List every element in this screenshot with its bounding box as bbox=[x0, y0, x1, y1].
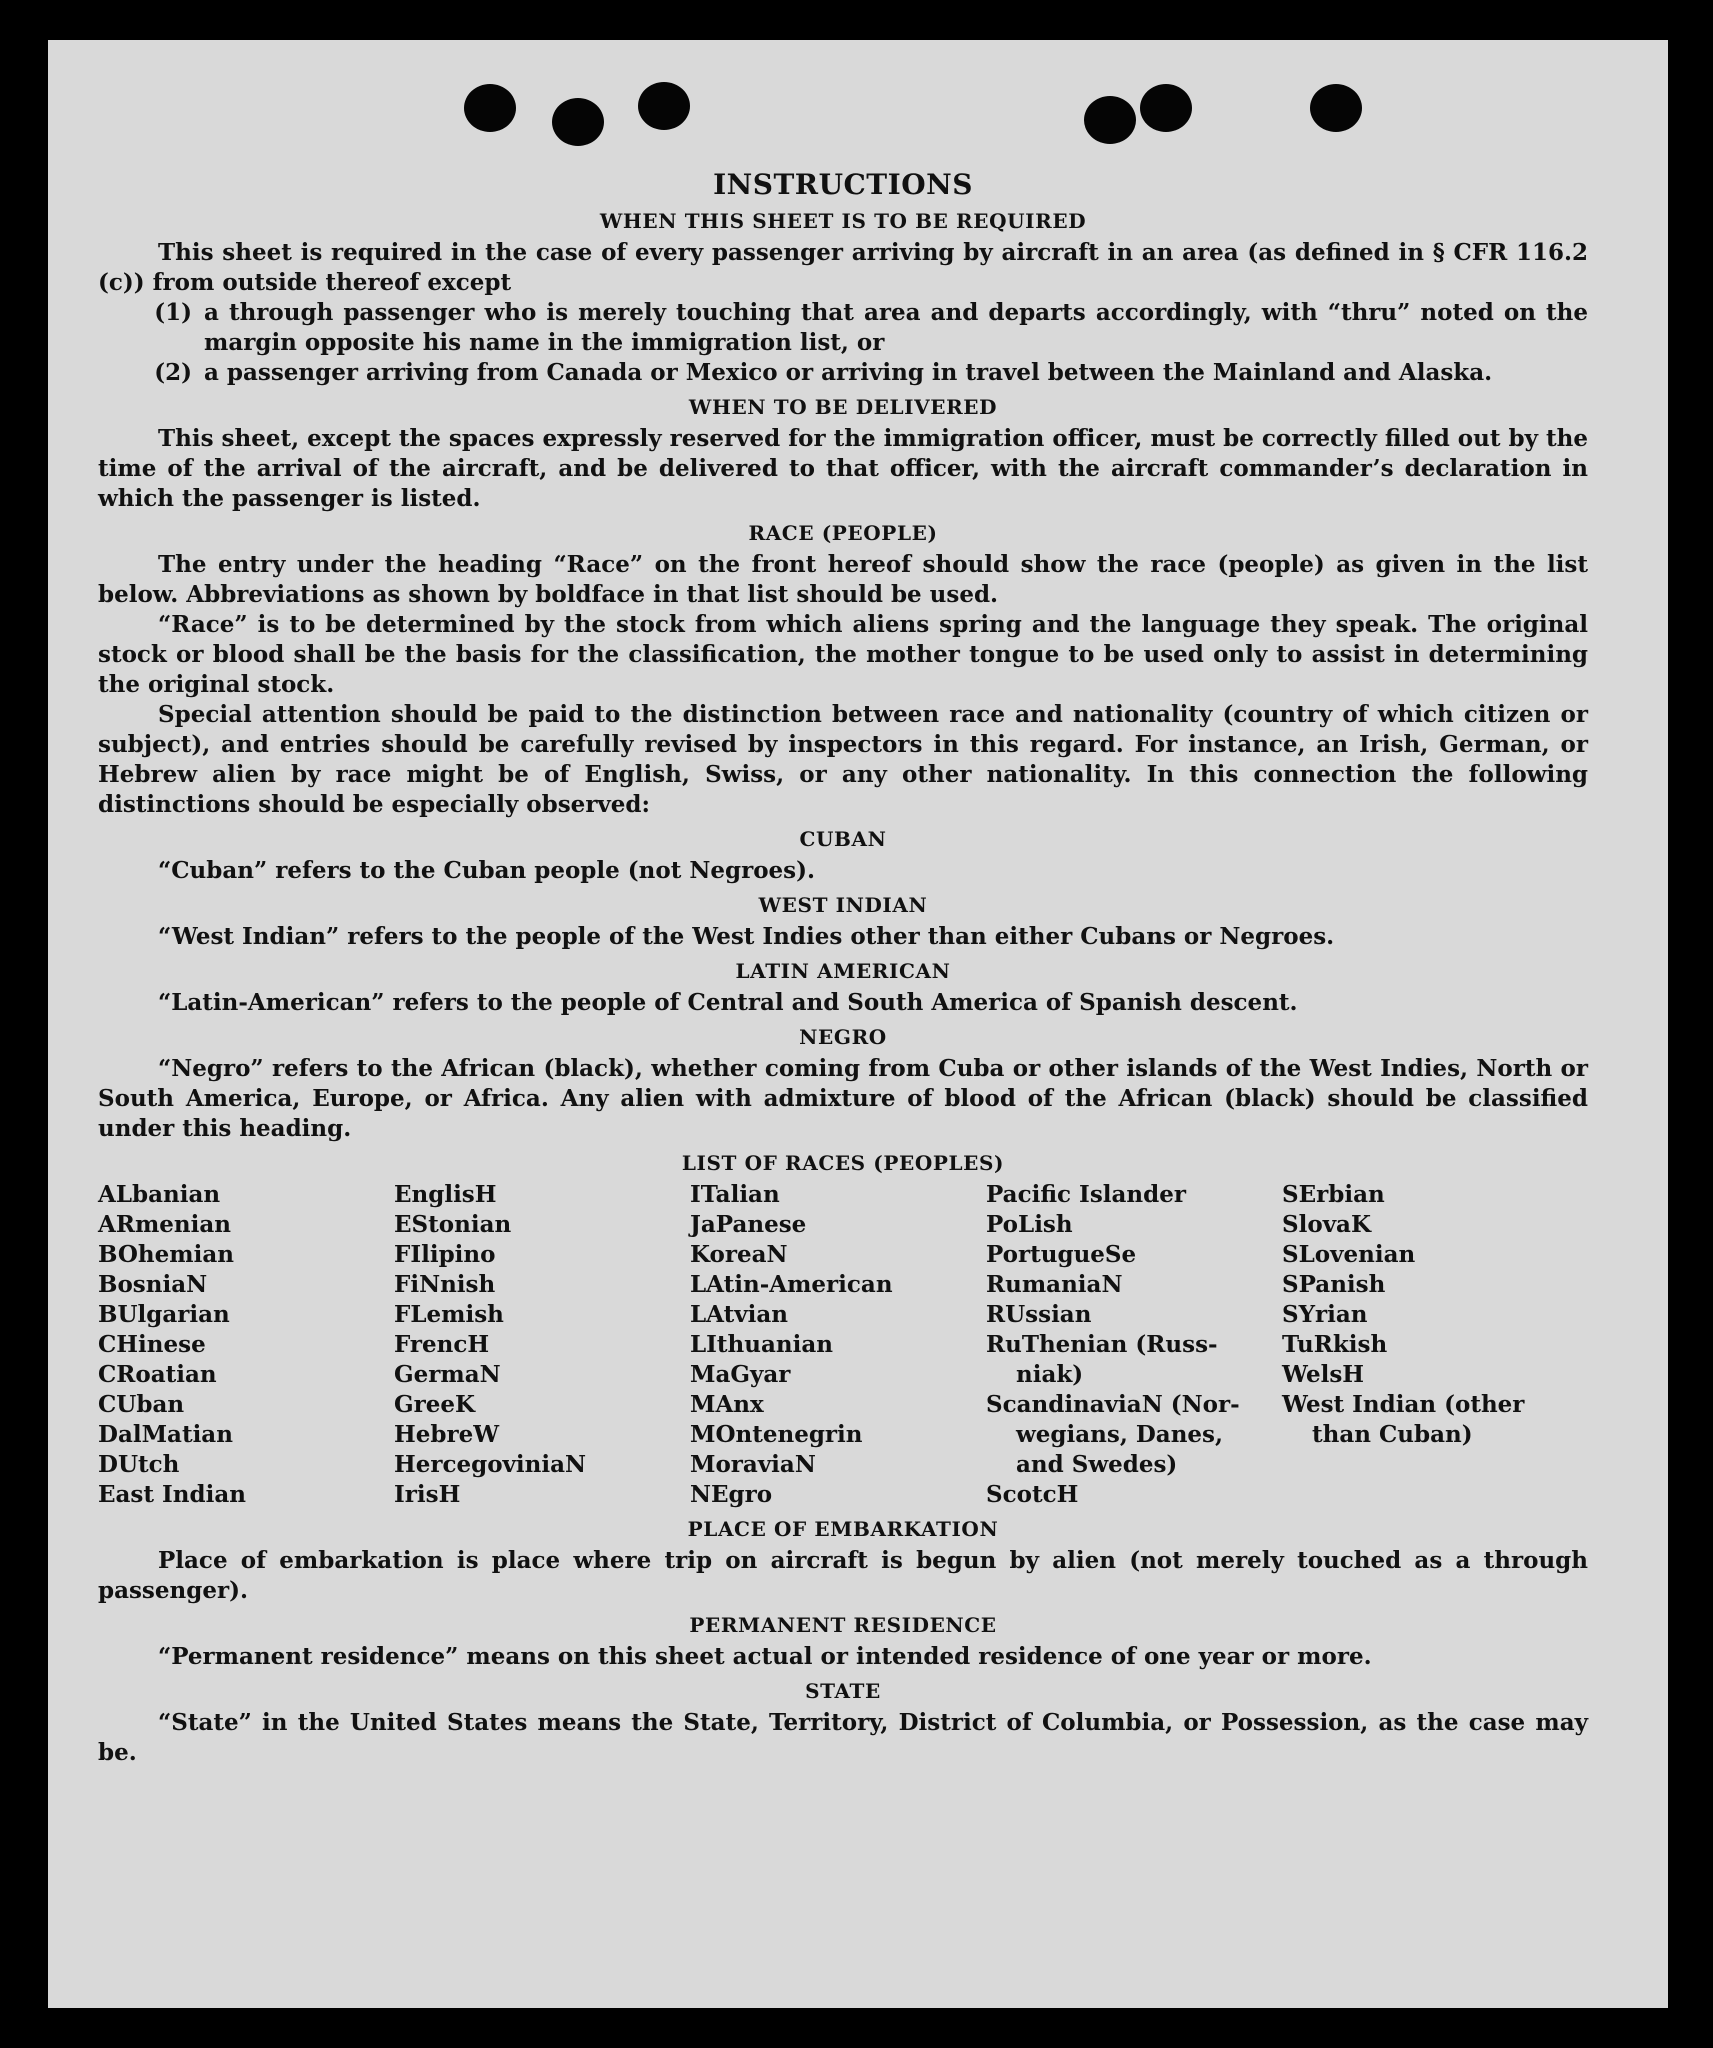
race-entry: CHinese bbox=[98, 1331, 206, 1358]
exception-text: a passenger arriving from Canada or Mexico or arriving in travel between the Mainland and Alaska. bbox=[204, 359, 1493, 386]
race-entry: TuRkish bbox=[1282, 1331, 1388, 1358]
race-entry: NEgro bbox=[690, 1481, 773, 1508]
race-entry-continuation: niak) bbox=[1016, 1361, 1084, 1388]
race-entry: HebreW bbox=[394, 1421, 500, 1448]
exception-number: (1) bbox=[154, 299, 192, 326]
page-title: INSTRUCTIONS bbox=[713, 168, 973, 201]
race-entry: DUtch bbox=[98, 1451, 180, 1478]
race-entry: ALbanian bbox=[98, 1181, 221, 1208]
embarkation-text: Place of embarkation is place where trip on aircraft is begun by alien (not merely touched as a through passenger). bbox=[98, 1547, 1588, 1604]
punch-hole bbox=[1140, 84, 1192, 132]
race-entry: FrencH bbox=[394, 1331, 490, 1358]
race-entry: ARmenian bbox=[98, 1211, 232, 1238]
race-entry: FIlipino bbox=[394, 1241, 496, 1268]
race-entry: SlovaK bbox=[1282, 1211, 1371, 1238]
race-entry: JaPanese bbox=[690, 1211, 807, 1238]
punch-hole bbox=[1310, 84, 1362, 132]
races-column bbox=[394, 1180, 690, 1510]
race-entry: ScandinaviaN (Nor- bbox=[986, 1391, 1240, 1418]
races-list bbox=[98, 1180, 1588, 1510]
races-column bbox=[690, 1180, 986, 1510]
west-indian-text: “West Indian” refers to the people of the West Indies other than either Cubans or Negroes. bbox=[158, 923, 1335, 950]
race-entry: LAtin-American bbox=[690, 1271, 893, 1298]
race-entry: RUssian bbox=[986, 1301, 1092, 1328]
race-entry: GreeK bbox=[394, 1391, 476, 1418]
race-entry: EnglisH bbox=[394, 1181, 497, 1208]
race-paragraph-2: “Race” is to be determined by the stock from which aliens spring and the language they speak. The original stock or blood shall be the basis for the classification, the mother tongue to be used only to assist in determining the original stock. bbox=[98, 611, 1588, 698]
heading-race: RACE (PEOPLE) bbox=[748, 521, 938, 545]
required-intro: This sheet is required in the case of every passenger arriving by aircraft in an area (as defined in § CFR 116.2 (c)) from outside thereof except bbox=[98, 239, 1588, 296]
race-entry: GermaN bbox=[394, 1361, 501, 1388]
race-entry: SYrian bbox=[1282, 1301, 1368, 1328]
race-entry-continuation: wegians, Danes, bbox=[1016, 1421, 1223, 1448]
race-entry: PoLish bbox=[986, 1211, 1073, 1238]
race-entry: FiNnish bbox=[394, 1271, 496, 1298]
negro-text: “Negro” refers to the African (black), whether coming from Cuba or other islands of the West Indies, North or South America, Europe, or Africa. Any alien with admixture of blood of the African (black) should be classified under this heading. bbox=[98, 1055, 1588, 1142]
race-entry: HercegoviniaN bbox=[394, 1451, 587, 1478]
heading-latin-american: LATIN AMERICAN bbox=[735, 959, 951, 983]
race-entry: LIthuanian bbox=[690, 1331, 833, 1358]
instructions-content bbox=[98, 168, 1588, 1768]
heading-state: STATE bbox=[805, 1679, 881, 1703]
race-entry-continuation: and Swedes) bbox=[1016, 1451, 1178, 1478]
race-entry: SErbian bbox=[1282, 1181, 1385, 1208]
exception-text: a through passenger who is merely touching that area and departs accordingly, with “thru” noted on the margin opposite his name in the immigration list, or bbox=[204, 299, 1588, 356]
race-entry: East Indian bbox=[98, 1481, 246, 1508]
race-entry: MAnx bbox=[690, 1391, 764, 1418]
heading-when-delivered: WHEN TO BE DELIVERED bbox=[688, 395, 998, 419]
punch-hole bbox=[552, 98, 604, 146]
heading-cuban: CUBAN bbox=[799, 827, 887, 851]
heading-permanent-residence: PERMANENT RESIDENCE bbox=[689, 1613, 997, 1637]
heading-negro: NEGRO bbox=[799, 1025, 887, 1049]
race-entry: DalMatian bbox=[98, 1421, 233, 1448]
race-entry: SPanish bbox=[1282, 1271, 1386, 1298]
race-entry: CRoatian bbox=[98, 1361, 217, 1388]
race-entry: KoreaN bbox=[690, 1241, 788, 1268]
punch-hole bbox=[1084, 96, 1136, 144]
races-column bbox=[1282, 1180, 1582, 1510]
race-entry: ITalian bbox=[690, 1181, 780, 1208]
heading-list-of-races: LIST OF RACES (PEOPLES) bbox=[681, 1151, 1005, 1175]
race-entry: EStonian bbox=[394, 1211, 512, 1238]
race-entry: BosniaN bbox=[98, 1271, 208, 1298]
state-text: “State” in the United States means the State, Territory, District of Columbia, or Possession, as the case may be. bbox=[98, 1709, 1588, 1766]
race-entry: PortugueSe bbox=[986, 1241, 1137, 1268]
race-entry: LAtvian bbox=[690, 1301, 788, 1328]
race-entry: WelsH bbox=[1282, 1361, 1365, 1388]
punch-hole bbox=[638, 82, 690, 130]
race-entry: SLovenian bbox=[1282, 1241, 1416, 1268]
race-paragraph-3: Special attention should be paid to the distinction between race and nationality (country of which citizen or subject), and entries should be carefully revised by inspectors in this regard. For instance, an Irish, German, or Hebrew alien by race might be of English, Swiss, or any other nationality. In this connection the following distinctions should be especially observed: bbox=[98, 701, 1588, 818]
heading-place-of-embarkation: PLACE OF EMBARKATION bbox=[687, 1517, 999, 1541]
exception-item bbox=[98, 358, 1588, 388]
races-column bbox=[986, 1180, 1282, 1510]
race-entry: FLemish bbox=[394, 1301, 504, 1328]
document-sheet bbox=[48, 40, 1668, 2008]
delivered-text: This sheet, except the spaces expressly reserved for the immigration officer, must be correctly filled out by the time of the arrival of the aircraft, and be delivered to that officer, with the aircraft commander’s declaration in which the passenger is listed. bbox=[98, 425, 1588, 512]
race-entry: ScotcH bbox=[986, 1481, 1079, 1508]
race-entry: RumaniaN bbox=[986, 1271, 1123, 1298]
heading-west-indian: WEST INDIAN bbox=[758, 893, 928, 917]
races-column bbox=[98, 1180, 394, 1510]
race-entry: MoraviaN bbox=[690, 1451, 816, 1478]
cuban-text: “Cuban” refers to the Cuban people (not Negroes). bbox=[158, 857, 816, 884]
race-entry-continuation: than Cuban) bbox=[1312, 1421, 1473, 1448]
exception-number: (2) bbox=[154, 359, 192, 386]
residence-text: “Permanent residence” means on this sheet actual or intended residence of one year or more. bbox=[158, 1643, 1372, 1670]
race-entry: Pacific Islander bbox=[986, 1181, 1186, 1208]
latin-american-text: “Latin-American” refers to the people of Central and South America of Spanish descent. bbox=[158, 989, 1298, 1016]
race-entry: MaGyar bbox=[690, 1361, 791, 1388]
race-entry: CUban bbox=[98, 1391, 185, 1418]
punch-hole bbox=[464, 84, 516, 132]
race-entry: IrisH bbox=[394, 1481, 461, 1508]
race-entry: BOhemian bbox=[98, 1241, 234, 1268]
exception-item bbox=[98, 298, 1588, 358]
race-entry: West Indian (other bbox=[1282, 1391, 1525, 1418]
race-entry: RuThenian (Russ- bbox=[986, 1331, 1218, 1358]
heading-when-required: WHEN THIS SHEET IS TO BE REQUIRED bbox=[599, 209, 1087, 233]
race-entry: BUlgarian bbox=[98, 1301, 230, 1328]
race-paragraph-1: The entry under the heading “Race” on the front hereof should show the race (people) as given in the list below. Abbreviations as shown by boldface in that list should be used. bbox=[98, 551, 1588, 608]
race-entry: MOntenegrin bbox=[690, 1421, 863, 1448]
